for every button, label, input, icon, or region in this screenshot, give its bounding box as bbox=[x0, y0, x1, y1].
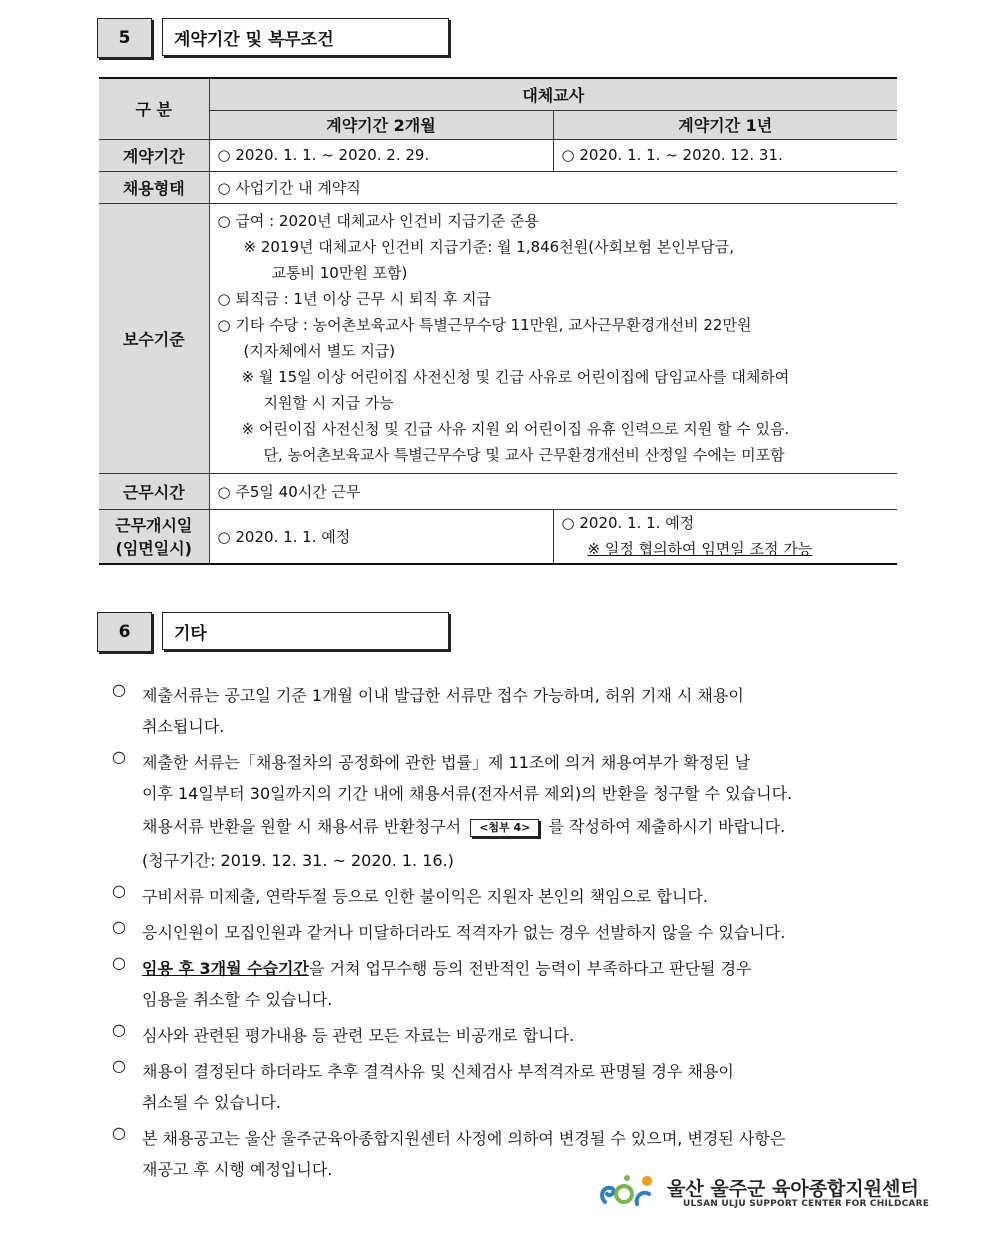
list-item: ○ 채용이 결정된다 하더라도 추후 결격사유 및 신체검사 부적격자로 판명될 경우 채용이 취소될 수 있습니다. bbox=[112, 1056, 734, 1112]
section-title: 계약기간 및 복무조건 bbox=[162, 18, 449, 56]
bullet-circle: ○ bbox=[112, 1020, 126, 1039]
pay-line: ○ 기타 수당 : 농어촌보육교사 특별근무수당 11만원, 교사근무환경개선비 22만원 bbox=[217, 316, 752, 334]
bullet-circle: ○ bbox=[112, 1056, 126, 1075]
pay-line: ※ 월 15일 이상 어린이집 사전신청 및 긴급 사유로 어린이집에 담임교사를 대체하여 bbox=[241, 368, 790, 386]
contract-period-2-months: ○ 2020. 1. 1. ~ 2020. 2. 29. bbox=[209, 139, 553, 171]
start-date-value: ○ 2020. 1. 1. 예정 bbox=[561, 514, 695, 533]
header-1-year: 계약기간 1년 bbox=[553, 110, 897, 139]
employment-type-value: ○ 사업기간 내 계약직 bbox=[209, 171, 897, 203]
section-title: 기타 bbox=[162, 612, 449, 650]
pay-line: 지원할 시 지급 가능 bbox=[263, 394, 394, 412]
start-date-2-months: ○ 2020. 1. 1. 예정 bbox=[209, 509, 553, 564]
probation-highlight: 임용 후 3개월 수습기간 bbox=[142, 959, 309, 978]
header-category: 구 분 bbox=[99, 78, 209, 139]
pay-line: ○ 급여 : 2020년 대체교사 인건비 지급기준 준용 bbox=[217, 212, 540, 230]
logo-name: 울산 울주군 육아종합지원센터 bbox=[667, 1178, 919, 1200]
pay-line: (지자체에서 별도 지급) bbox=[243, 342, 396, 360]
notes-list bbox=[112, 680, 902, 1190]
contract-period-1-year: ○ 2020. 1. 1. ~ 2020. 12. 31. bbox=[553, 139, 897, 171]
row-label-pay-standard: 보수기준 bbox=[99, 203, 209, 473]
list-item: ○ 응시인원이 모집인원과 같거나 미달하더라도 적격자가 없는 경우 선발하지 않을 수 있습니다. bbox=[112, 917, 786, 942]
section-6-header bbox=[97, 612, 453, 654]
logo-mark-icon bbox=[597, 1172, 663, 1212]
pay-line: 단, 농어촌보육교사 특별근무수당 및 교사 근무환경개선비 산정일 수에는 미포함 bbox=[263, 446, 785, 464]
section-number: 5 bbox=[97, 18, 152, 58]
bullet-circle: ○ bbox=[112, 680, 126, 699]
pay-line: 교통비 10만원 포함) bbox=[271, 264, 408, 282]
list-item: ○ 제출서류는 공고일 기준 1개월 이내 발급한 서류만 접수 가능하며, 허위 기재 시 채용이 취소됩니다. bbox=[112, 680, 744, 736]
section-number: 6 bbox=[97, 612, 152, 652]
header-substitute-teacher: 대체교사 bbox=[209, 78, 897, 110]
row-label-work-hours: 근무시간 bbox=[99, 473, 209, 509]
pay-line: ※ 2019년 대체교사 인건비 지급기준: 월 1,846천원(사회보험 본인부담금, bbox=[243, 238, 734, 256]
list-item: ○ 구비서류 미제출, 연락두절 등으로 인한 불이익은 지원자 본인의 책임으로 합니다. bbox=[112, 881, 708, 906]
row-label-start-date bbox=[99, 509, 209, 564]
start-date-1-year bbox=[553, 509, 897, 564]
pay-line: ※ 어린이집 사전신청 및 긴급 사유 지원 외 어린이집 유휴 인력으로 지원 할 수 있음. bbox=[241, 420, 790, 438]
contract-conditions-table bbox=[99, 77, 897, 565]
row-label-contract-period: 계약기간 bbox=[99, 139, 209, 171]
start-date-label-sub: (임면일시) bbox=[115, 539, 192, 559]
start-date-label: 근무개시일 bbox=[115, 516, 193, 536]
attachment-tag: <첨부 4> bbox=[470, 819, 539, 837]
work-hours-value: ○ 주5일 40시간 근무 bbox=[209, 473, 897, 509]
section-5-header bbox=[97, 18, 453, 60]
list-item: ○ 임용 후 3개월 수습기간을 거쳐 업무수행 등의 전반적인 능력이 부족하다고 판단될 경우 임용을 취소할 수 있습니다. bbox=[112, 953, 752, 1009]
center-logo bbox=[597, 1172, 930, 1212]
bullet-circle: ○ bbox=[112, 917, 126, 936]
list-item: ○ 제출한 서류는「채용절차의 공정화에 관한 법률」제 11조에 의거 채용여부가 확정된 날 이후 14일부터 30일까지의 기간 내에 채용서류(전자서류 제외)의 반환을 청구할 수 있습니다. 채용서류 반환을 원할 시 채용서류 반환청구서 <첨부 4> 를 작성하여 제출하시기 바랍니다. (청구기간: 2019. 12. 31. ~ 2020. 1. 16.) bbox=[112, 747, 793, 870]
bullet-circle: ○ bbox=[112, 881, 126, 900]
logo-subtitle: ULSAN ULJU SUPPORT CENTER FOR CHILDCARE bbox=[683, 1199, 930, 1209]
pay-standard-cell bbox=[209, 203, 897, 473]
list-item: ○ 본 채용공고는 울산 울주군육아종합지원센터 사정에 의하여 변경될 수 있으며, 변경된 사항은 재공고 후 시행 예정입니다. bbox=[112, 1123, 786, 1179]
row-label-employment-type: 채용형태 bbox=[99, 171, 209, 203]
bullet-circle: ○ bbox=[112, 1123, 126, 1142]
bullet-circle: ○ bbox=[112, 953, 126, 972]
pay-line: ○ 퇴직금 : 1년 이상 근무 시 퇴직 후 지급 bbox=[217, 290, 491, 308]
list-item: ○ 심사와 관련된 평가내용 등 관련 모든 자료는 비공개로 합니다. bbox=[112, 1020, 575, 1045]
bullet-circle: ○ bbox=[112, 747, 126, 766]
start-date-note: ※ 일정 협의하여 임면일 조정 가능 bbox=[587, 540, 813, 559]
header-2-months: 계약기간 2개월 bbox=[209, 110, 553, 139]
